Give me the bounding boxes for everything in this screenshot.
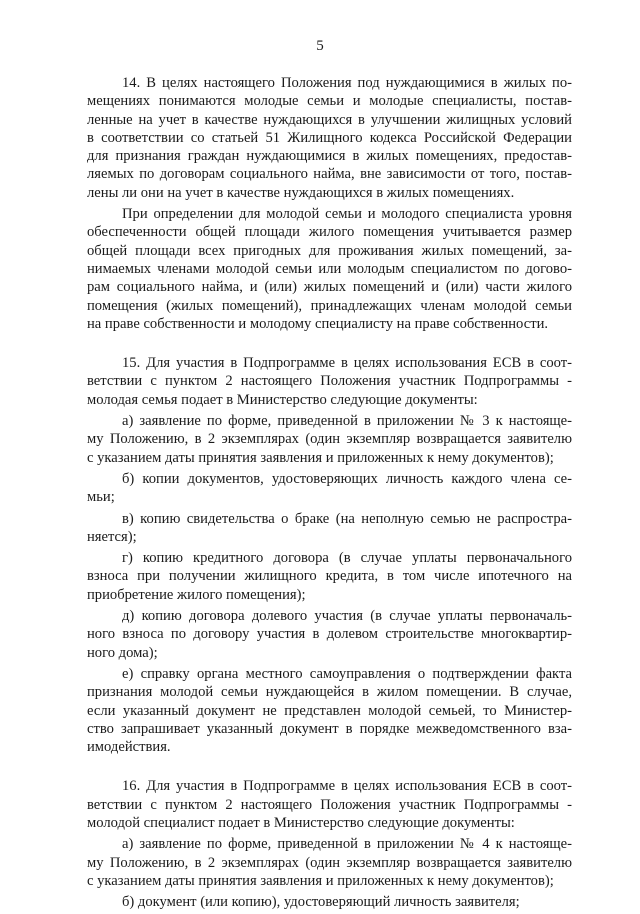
text-line: мьи; [87, 489, 115, 506]
text-line: 14. В целях настоящего Положения под нуждающимися в жилых по- [122, 75, 572, 91]
text-line: приобретение жилого помещения); [87, 586, 306, 603]
text-line: ветствии с пунктом 2 настоящего Положения участник Подпрограммы - [87, 373, 572, 390]
text-line: взноса при получении жилищного кредита, в том числе ипотечного на [87, 568, 572, 585]
paragraph-16 [87, 777, 572, 832]
text-line: е) справку органа местного самоуправления о подтверждении факта [122, 665, 572, 682]
text-line: ного дома); [87, 644, 158, 661]
page-number: 5 [316, 38, 324, 54]
text-line: молодой специалист подает в Министерство следующие документы: [87, 814, 515, 831]
text-line: мещениях понимаются молодые семьи и молодые специалисты, постав- [87, 93, 572, 110]
text-line: для признания граждан нуждающимися в жилых помещениях, предостав- [87, 148, 572, 165]
text-line: ного взноса по договору участия в долевом строительстве многоквартир- [87, 626, 572, 643]
text-line: с указанием даты принятия заявления и приложенных к нему документов); [87, 872, 554, 889]
text-line: г) копию кредитного договора (в случае уплаты первоначального [122, 550, 572, 567]
text-line: лены ли они на учет в качестве нуждающихся в жилых помещениях. [87, 184, 515, 201]
text-line: помещения (жилых помещений), принадлежащих членам молодой семьи [87, 297, 572, 314]
paragraph-14-continued [87, 205, 572, 333]
text-line: имодействия. [87, 739, 171, 756]
list-item-16a [87, 835, 572, 890]
list-item-16b [87, 893, 572, 911]
list-item-15g [87, 549, 572, 604]
text-line: признания молодой семьи нуждающейся в жилом помещении. В случае, [87, 684, 572, 701]
document-body [87, 74, 572, 914]
list-item-15a [87, 412, 572, 467]
paragraph-14 [87, 74, 572, 202]
text-line: с указанием даты принятия заявления и приложенных к нему документов); [87, 449, 554, 466]
text-line: При определении для молодой семьи и молодого специалиста уровня [122, 206, 572, 223]
text-line: нимаемых членами молодой семьи или молодым специалистом по догово- [87, 260, 572, 277]
text-line: молодая семья подает в Министерство следующие документы: [87, 391, 478, 408]
text-line: а) заявление по форме, приведенной в приложении № 4 к настояще- [122, 836, 572, 853]
paragraph-15 [87, 354, 572, 409]
list-item-15e [87, 665, 572, 756]
text-line: 15. Для участия в Подпрограмме в целях использования ЕСВ в соот- [122, 355, 572, 372]
text-line: общей площади всех пригодных для проживания жилых помещений, за- [87, 242, 572, 259]
text-line: обеспеченности общей площади жилого помещения учитывается размер [87, 224, 572, 241]
text-line: ленные на учет в качестве нуждающихся в улучшении жилищных условий [87, 111, 572, 128]
list-item-15b [87, 470, 572, 507]
text-line: няется); [87, 528, 137, 545]
text-line: 16. Для участия в Подпрограмме в целях использования ЕСВ в соот- [122, 778, 572, 795]
text-line: в) копию свидетельства о браке (на неполную семью не распростра- [122, 510, 572, 527]
list-item-15d [87, 607, 572, 662]
text-line: д) копию договора долевого участия (в случае уплаты первоначаль- [122, 608, 572, 625]
text-line: если указанный документ не представлен молодой семьей, то Министер- [87, 702, 572, 719]
text-line: в соответствии со статьей 51 Жилищного кодекса Российской Федерации [87, 129, 572, 146]
text-line: на праве собственности и молодому специалисту на праве собственности. [87, 315, 549, 332]
text-line: ляемых по договорам социального найма, вне зависимости от того, постав- [87, 166, 572, 183]
text-line: ство запрашивает указанный документ в порядке межведомственного вза- [87, 720, 572, 737]
list-item-15v [87, 510, 572, 547]
text-line: б) документ (или копию), удостоверяющий личность заявителя; [122, 894, 520, 911]
text-line: му Положению, в 2 экземплярах (один экземпляр возвращается заявителю [87, 854, 572, 871]
text-line: ветствии с пунктом 2 настоящего Положения участник Подпрограммы - [87, 796, 572, 813]
text-line: б) копии документов, удостоверяющих личность каждого члена се- [122, 470, 572, 487]
text-line: а) заявление по форме, приведенной в приложении № 3 к настояще- [122, 413, 572, 430]
text-line: му Положению, в 2 экземплярах (один экземпляр возвращается заявителю [87, 431, 572, 448]
text-line: рам социального найма, и (или) жилых помещений и (или) части жилого [87, 279, 572, 296]
